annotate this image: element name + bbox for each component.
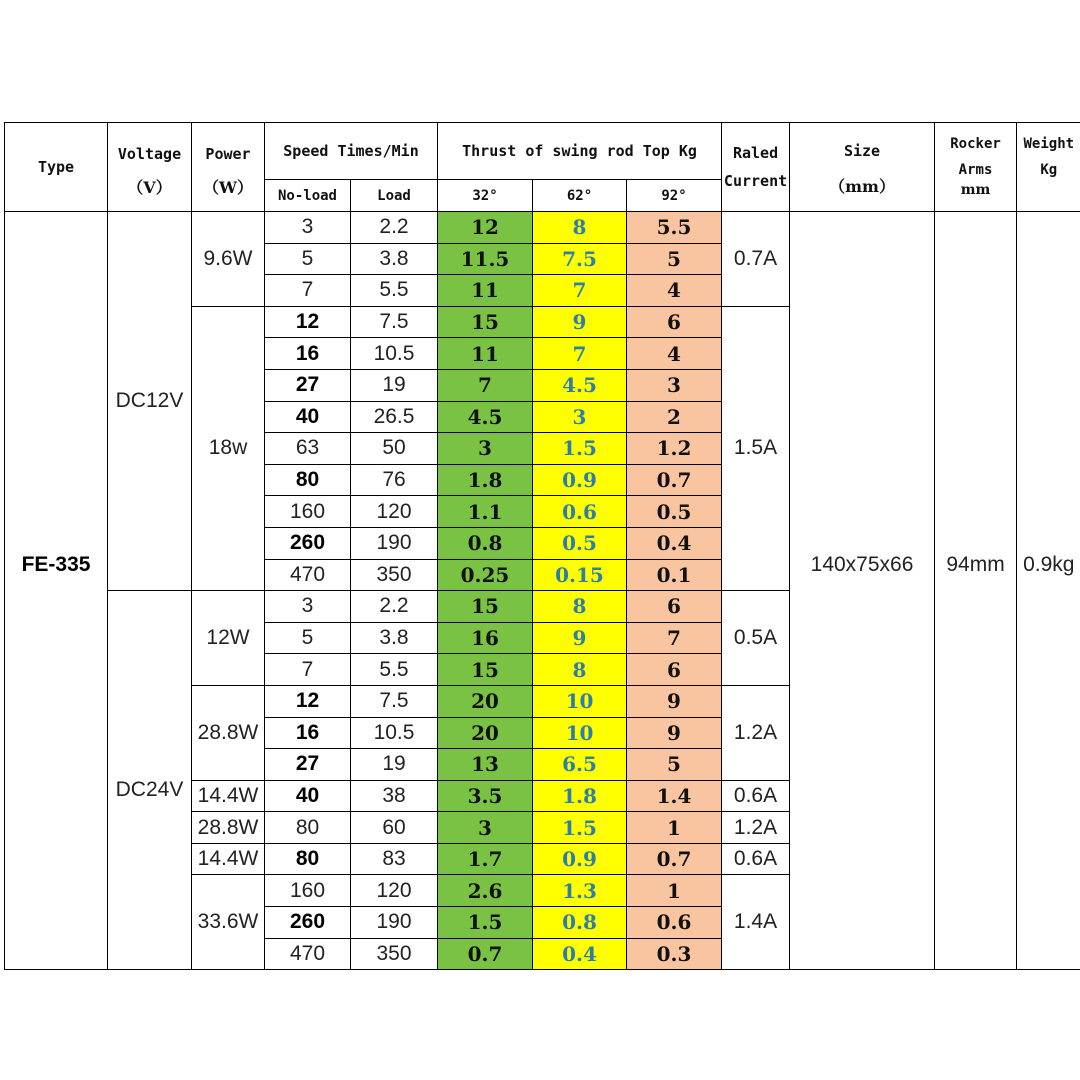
current-cell: 0.6A (722, 780, 790, 812)
thrust-62-cell: 9 (533, 622, 627, 654)
thrust-32-cell: 3 (438, 433, 533, 465)
no-load-cell: 12 (265, 306, 351, 338)
thrust-62-cell: 0.6 (533, 496, 627, 528)
no-load-cell: 5 (265, 243, 351, 275)
load-cell: 7.5 (351, 685, 438, 717)
no-load-cell: 27 (265, 369, 351, 401)
thrust-32-cell: 15 (438, 654, 533, 686)
voltage-cell: DC12V (108, 212, 192, 591)
thrust-32-cell: 7 (438, 369, 533, 401)
thrust-32-cell: 1.7 (438, 843, 533, 875)
thrust-92-cell: 1.2 (627, 433, 722, 465)
load-cell: 76 (351, 464, 438, 496)
no-load-cell: 160 (265, 875, 351, 907)
header-thrust: Thrust of swing rod Top Kg (438, 123, 722, 180)
thrust-92-cell: 6 (627, 306, 722, 338)
header-rocker-arms: Rocker Arms mm (935, 123, 1017, 212)
thrust-92-cell: 0.4 (627, 527, 722, 559)
thrust-62-cell: 7.5 (533, 243, 627, 275)
load-cell: 190 (351, 907, 438, 939)
thrust-92-cell: 1 (627, 875, 722, 907)
header-angle-32: 32° (438, 180, 533, 212)
load-cell: 190 (351, 527, 438, 559)
load-cell: 120 (351, 875, 438, 907)
load-cell: 38 (351, 780, 438, 812)
thrust-62-cell: 0.4 (533, 938, 627, 970)
thrust-62-cell: 10 (533, 685, 627, 717)
no-load-cell: 160 (265, 496, 351, 528)
thrust-62-cell: 8 (533, 212, 627, 244)
no-load-cell: 12 (265, 685, 351, 717)
thrust-32-cell: 0.8 (438, 527, 533, 559)
thrust-92-cell: 0.3 (627, 938, 722, 970)
thrust-62-cell: 8 (533, 591, 627, 623)
thrust-62-cell: 8 (533, 654, 627, 686)
thrust-92-cell: 5 (627, 243, 722, 275)
load-cell: 2.2 (351, 591, 438, 623)
thrust-62-cell: 9 (533, 306, 627, 338)
thrust-92-cell: 0.1 (627, 559, 722, 591)
thrust-92-cell: 0.6 (627, 907, 722, 939)
no-load-cell: 63 (265, 433, 351, 465)
header-voltage: Voltage （V） (108, 123, 192, 212)
no-load-cell: 80 (265, 843, 351, 875)
load-cell: 2.2 (351, 212, 438, 244)
load-cell: 5.5 (351, 654, 438, 686)
thrust-92-cell: 0.5 (627, 496, 722, 528)
current-cell: 1.5A (722, 306, 790, 590)
current-cell: 0.6A (722, 843, 790, 875)
thrust-32-cell: 20 (438, 685, 533, 717)
thrust-32-cell: 11 (438, 275, 533, 307)
thrust-62-cell: 10 (533, 717, 627, 749)
no-load-cell: 470 (265, 559, 351, 591)
power-cell: 14.4W (192, 780, 265, 812)
load-cell: 10.5 (351, 717, 438, 749)
no-load-cell: 470 (265, 938, 351, 970)
thrust-32-cell: 3.5 (438, 780, 533, 812)
size-cell: 140x75x66 (790, 212, 935, 970)
header-load: Load (351, 180, 438, 212)
header-type: Type (5, 123, 108, 212)
thrust-92-cell: 9 (627, 717, 722, 749)
thrust-92-cell: 2 (627, 401, 722, 433)
no-load-cell: 7 (265, 654, 351, 686)
no-load-cell: 40 (265, 780, 351, 812)
thrust-62-cell: 7 (533, 338, 627, 370)
load-cell: 350 (351, 559, 438, 591)
thrust-62-cell: 4.5 (533, 369, 627, 401)
thrust-32-cell: 1.5 (438, 907, 533, 939)
current-cell: 1.2A (722, 685, 790, 780)
thrust-62-cell: 0.9 (533, 464, 627, 496)
thrust-92-cell: 1.4 (627, 780, 722, 812)
no-load-cell: 3 (265, 212, 351, 244)
thrust-92-cell: 4 (627, 275, 722, 307)
power-cell: 33.6W (192, 875, 265, 970)
header-angle-92: 92° (627, 180, 722, 212)
no-load-cell: 16 (265, 338, 351, 370)
thrust-32-cell: 11.5 (438, 243, 533, 275)
thrust-62-cell: 0.9 (533, 843, 627, 875)
no-load-cell: 7 (265, 275, 351, 307)
power-cell: 14.4W (192, 843, 265, 875)
power-cell: 28.8W (192, 685, 265, 780)
thrust-32-cell: 2.6 (438, 875, 533, 907)
no-load-cell: 80 (265, 464, 351, 496)
no-load-cell: 80 (265, 812, 351, 844)
thrust-32-cell: 15 (438, 306, 533, 338)
no-load-cell: 5 (265, 622, 351, 654)
thrust-62-cell: 6.5 (533, 749, 627, 781)
thrust-32-cell: 0.25 (438, 559, 533, 591)
header-power: Power （W） (192, 123, 265, 212)
thrust-92-cell: 4 (627, 338, 722, 370)
no-load-cell: 260 (265, 907, 351, 939)
power-cell: 28.8W (192, 812, 265, 844)
rocker-arms-cell: 94mm (935, 212, 1017, 970)
current-cell: 0.7A (722, 212, 790, 307)
load-cell: 10.5 (351, 338, 438, 370)
load-cell: 50 (351, 433, 438, 465)
no-load-cell: 40 (265, 401, 351, 433)
no-load-cell: 16 (265, 717, 351, 749)
load-cell: 60 (351, 812, 438, 844)
header-angle-62: 62° (533, 180, 627, 212)
no-load-cell: 27 (265, 749, 351, 781)
thrust-32-cell: 4.5 (438, 401, 533, 433)
weight-cell: 0.9kg (1017, 212, 1080, 970)
thrust-32-cell: 12 (438, 212, 533, 244)
thrust-92-cell: 7 (627, 622, 722, 654)
thrust-62-cell: 0.5 (533, 527, 627, 559)
load-cell: 26.5 (351, 401, 438, 433)
thrust-92-cell: 1 (627, 812, 722, 844)
header-no-load: No-load (265, 180, 351, 212)
thrust-32-cell: 1.1 (438, 496, 533, 528)
voltage-cell: DC24V (108, 591, 192, 970)
spec-table (4, 122, 1080, 970)
thrust-62-cell: 1.5 (533, 812, 627, 844)
header-size: Size （mm） (790, 123, 935, 212)
thrust-32-cell: 15 (438, 591, 533, 623)
thrust-32-cell: 16 (438, 622, 533, 654)
thrust-32-cell: 13 (438, 749, 533, 781)
thrust-92-cell: 5.5 (627, 212, 722, 244)
thrust-62-cell: 0.15 (533, 559, 627, 591)
power-cell: 9.6W (192, 212, 265, 307)
load-cell: 3.8 (351, 622, 438, 654)
load-cell: 83 (351, 843, 438, 875)
power-cell: 12W (192, 591, 265, 686)
thrust-92-cell: 6 (627, 591, 722, 623)
load-cell: 350 (351, 938, 438, 970)
thrust-92-cell: 3 (627, 369, 722, 401)
header-weight: Weight Kg (1017, 123, 1080, 212)
current-cell: 1.2A (722, 812, 790, 844)
load-cell: 120 (351, 496, 438, 528)
load-cell: 19 (351, 369, 438, 401)
no-load-cell: 3 (265, 591, 351, 623)
load-cell: 5.5 (351, 275, 438, 307)
current-cell: 1.4A (722, 875, 790, 970)
thrust-32-cell: 20 (438, 717, 533, 749)
power-cell: 18w (192, 306, 265, 590)
thrust-62-cell: 1.5 (533, 433, 627, 465)
thrust-32-cell: 0.7 (438, 938, 533, 970)
no-load-cell: 260 (265, 527, 351, 559)
load-cell: 3.8 (351, 243, 438, 275)
thrust-62-cell: 7 (533, 275, 627, 307)
thrust-62-cell: 1.3 (533, 875, 627, 907)
header-current: Raled Current (722, 123, 790, 212)
thrust-92-cell: 9 (627, 685, 722, 717)
load-cell: 19 (351, 749, 438, 781)
thrust-92-cell: 5 (627, 749, 722, 781)
thrust-62-cell: 3 (533, 401, 627, 433)
thrust-92-cell: 6 (627, 654, 722, 686)
thrust-32-cell: 11 (438, 338, 533, 370)
thrust-62-cell: 1.8 (533, 780, 627, 812)
thrust-92-cell: 0.7 (627, 464, 722, 496)
thrust-92-cell: 0.7 (627, 843, 722, 875)
thrust-32-cell: 1.8 (438, 464, 533, 496)
thrust-62-cell: 0.8 (533, 907, 627, 939)
type-cell: FE-335 (5, 212, 108, 970)
thrust-32-cell: 3 (438, 812, 533, 844)
load-cell: 7.5 (351, 306, 438, 338)
header-speed: Speed Times/Min (265, 123, 438, 180)
current-cell: 0.5A (722, 591, 790, 686)
